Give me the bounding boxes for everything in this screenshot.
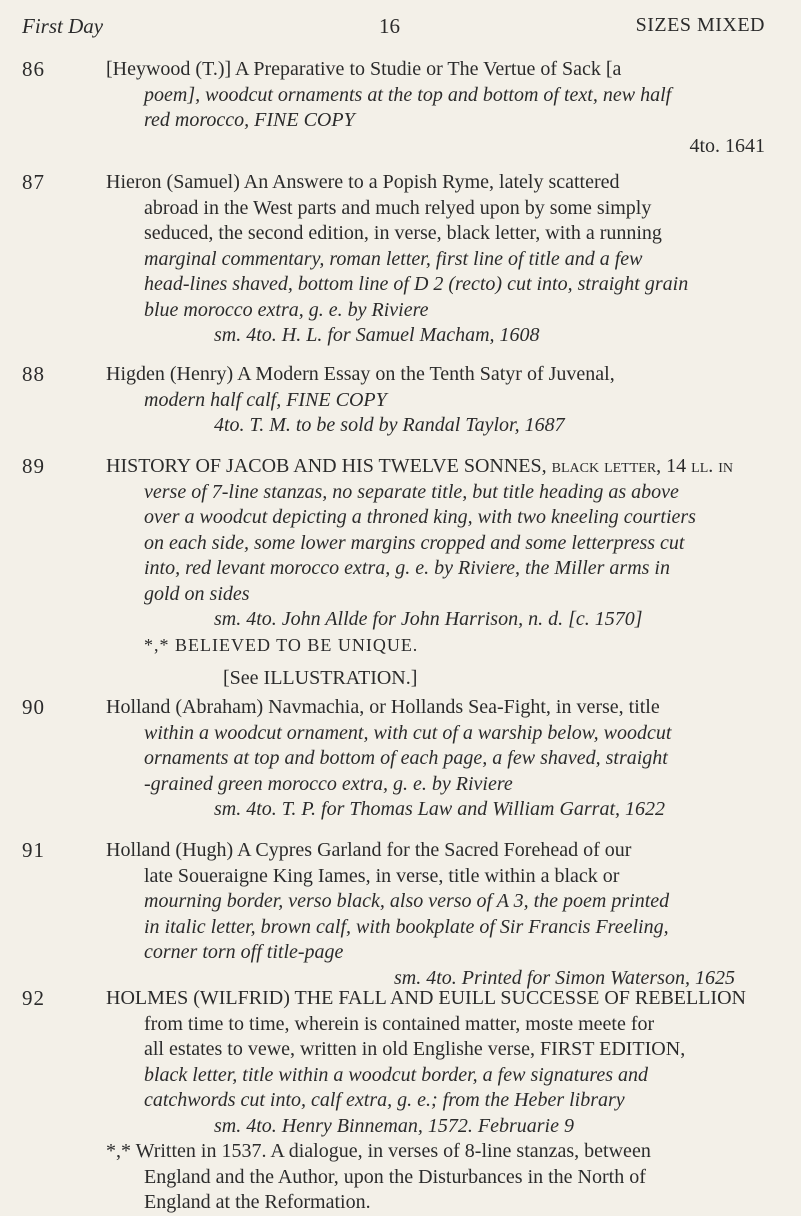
lot-line: from time to time, wherein is contained matter, moste meete for bbox=[144, 1012, 655, 1035]
lot-line: Hieron (Samuel) An Answere to a Popish Ryme, lately scattered bbox=[106, 171, 620, 193]
lot-line: within a woodcut ornament, with cut of a warship below, woodcut bbox=[144, 721, 672, 744]
lot-number: 92 bbox=[22, 986, 45, 1010]
lot-description bbox=[106, 454, 765, 692]
lot-line: late Soueraigne King Iames, in verse, title within a black or bbox=[144, 864, 620, 887]
lot-line: HOLMES (WILFRID) THE FALL AND EUILL SUCCESSE OF REBELLION bbox=[106, 987, 746, 1009]
lot-number: 88 bbox=[22, 362, 45, 386]
lot-line: England at the Reformation. bbox=[144, 1191, 371, 1213]
page-number: 16 bbox=[379, 14, 400, 38]
lot-description bbox=[106, 986, 765, 1216]
lot-line: mourning border, verso black, also verso of A 3, the poem printed bbox=[144, 890, 670, 912]
lot-line: 4to. T. M. to be sold by Randal Taylor, 1687 bbox=[214, 414, 565, 436]
lot-line: red morocco, FINE COPY bbox=[144, 109, 355, 131]
lot-number: 89 bbox=[22, 454, 45, 478]
lot-line: sm. 4to. T. P. for Thomas Law and William Garrat, 1622 bbox=[214, 798, 666, 820]
lot-line: sm. 4to. John Allde for John Harrison, n. d. [c. 1570] bbox=[214, 608, 643, 630]
lot-line: Holland (Abraham) Navmachia, or Hollands Sea-Fight, in verse, title bbox=[106, 696, 660, 718]
lot-line: over a woodcut depicting a throned king, with two kneeling courtiers bbox=[144, 506, 696, 528]
lot-line: HISTORY OF JACOB AND HIS TWELVE SONNES, black letter, 14 ll. in bbox=[106, 455, 734, 477]
lot-line: head-lines shaved, bottom line of D 2 (recto) cut into, straight grain bbox=[144, 273, 689, 295]
lot-line: 4to. 1641 bbox=[689, 134, 765, 157]
lot-line: into, red levant morocco extra, g. e. by Riviere, the Miller arms in bbox=[144, 557, 670, 579]
lot-number: 87 bbox=[22, 170, 45, 194]
lot-line: modern half calf, FINE COPY bbox=[144, 388, 387, 411]
lot-line: on each side, some lower margins cropped and some letterpress cut bbox=[144, 531, 685, 554]
lot-line: abroad in the West parts and much relyed upon by some simply bbox=[144, 196, 652, 219]
lot-line: Holland (Hugh) A Cypres Garland for the Sacred Forehead of our bbox=[106, 839, 632, 861]
lot-line: all estates to vewe, written in old Englishe verse, FIRST EDITION, bbox=[144, 1038, 686, 1060]
lot-line: Higden (Henry) A Modern Essay on the Tenth Satyr of Juvenal, bbox=[106, 363, 615, 385]
lot-description bbox=[106, 57, 765, 159]
lot-line: corner torn off title-page bbox=[144, 941, 344, 963]
lot-number: 90 bbox=[22, 695, 45, 719]
lot-line: marginal commentary, roman letter, first line of title and a few bbox=[144, 247, 643, 270]
lot-line: gold on sides bbox=[144, 582, 250, 605]
lot-line: black letter, title within a woodcut border, a few signatures and bbox=[144, 1063, 649, 1086]
lot-line: catchwords cut into, calf extra, g. e.; from the Heber library bbox=[144, 1089, 625, 1111]
lot-description bbox=[106, 838, 765, 991]
lot-number: 91 bbox=[22, 838, 45, 862]
lot-line: ornaments at top and bottom of each page, a few shaved, straight bbox=[144, 747, 668, 769]
lot-number: 86 bbox=[22, 57, 45, 81]
lot-line: sm. 4to. Henry Binneman, 1572. Februarie 9 bbox=[214, 1114, 574, 1137]
lot-line: in italic letter, brown calf, with bookplate of Sir Francis Freeling, bbox=[144, 915, 669, 938]
lot-line: [Heywood (T.)] A Preparative to Studie or The Vertue of Sack [a bbox=[106, 58, 622, 80]
lot-line: seduced, the second edition, in verse, black letter, with a running bbox=[144, 222, 662, 244]
lot-line: poem], woodcut ornaments at the top and bottom of text, new half bbox=[144, 83, 672, 106]
page-header bbox=[22, 14, 765, 42]
lot-note: *,* Written in 1537. A dialogue, in verses of 8-line stanzas, between bbox=[106, 1140, 651, 1162]
lot-line: verse of 7-line stanzas, no separate title, but title heading as above bbox=[144, 480, 679, 503]
lot-description bbox=[106, 695, 765, 823]
lot-description bbox=[106, 170, 765, 349]
header-day: First Day bbox=[22, 14, 104, 38]
lot-line: England and the Author, upon the Disturbances in the North of bbox=[144, 1165, 646, 1188]
lot-line: blue morocco extra, g. e. by Riviere bbox=[144, 298, 429, 321]
lot-line: -grained green morocco extra, g. e. by Riviere bbox=[144, 772, 513, 795]
lot-line: sm. 4to. Printed for Simon Waterson, 1625 bbox=[394, 966, 735, 989]
lot-note: *,* BELIEVED TO BE UNIQUE. bbox=[144, 634, 419, 655]
lot-description bbox=[106, 362, 765, 439]
lot-line: sm. 4to. H. L. for Samuel Macham, 1608 bbox=[214, 324, 540, 346]
illustration-reference: [See ILLUSTRATION.] bbox=[223, 667, 418, 689]
header-section: SIZES MIXED bbox=[635, 14, 765, 36]
